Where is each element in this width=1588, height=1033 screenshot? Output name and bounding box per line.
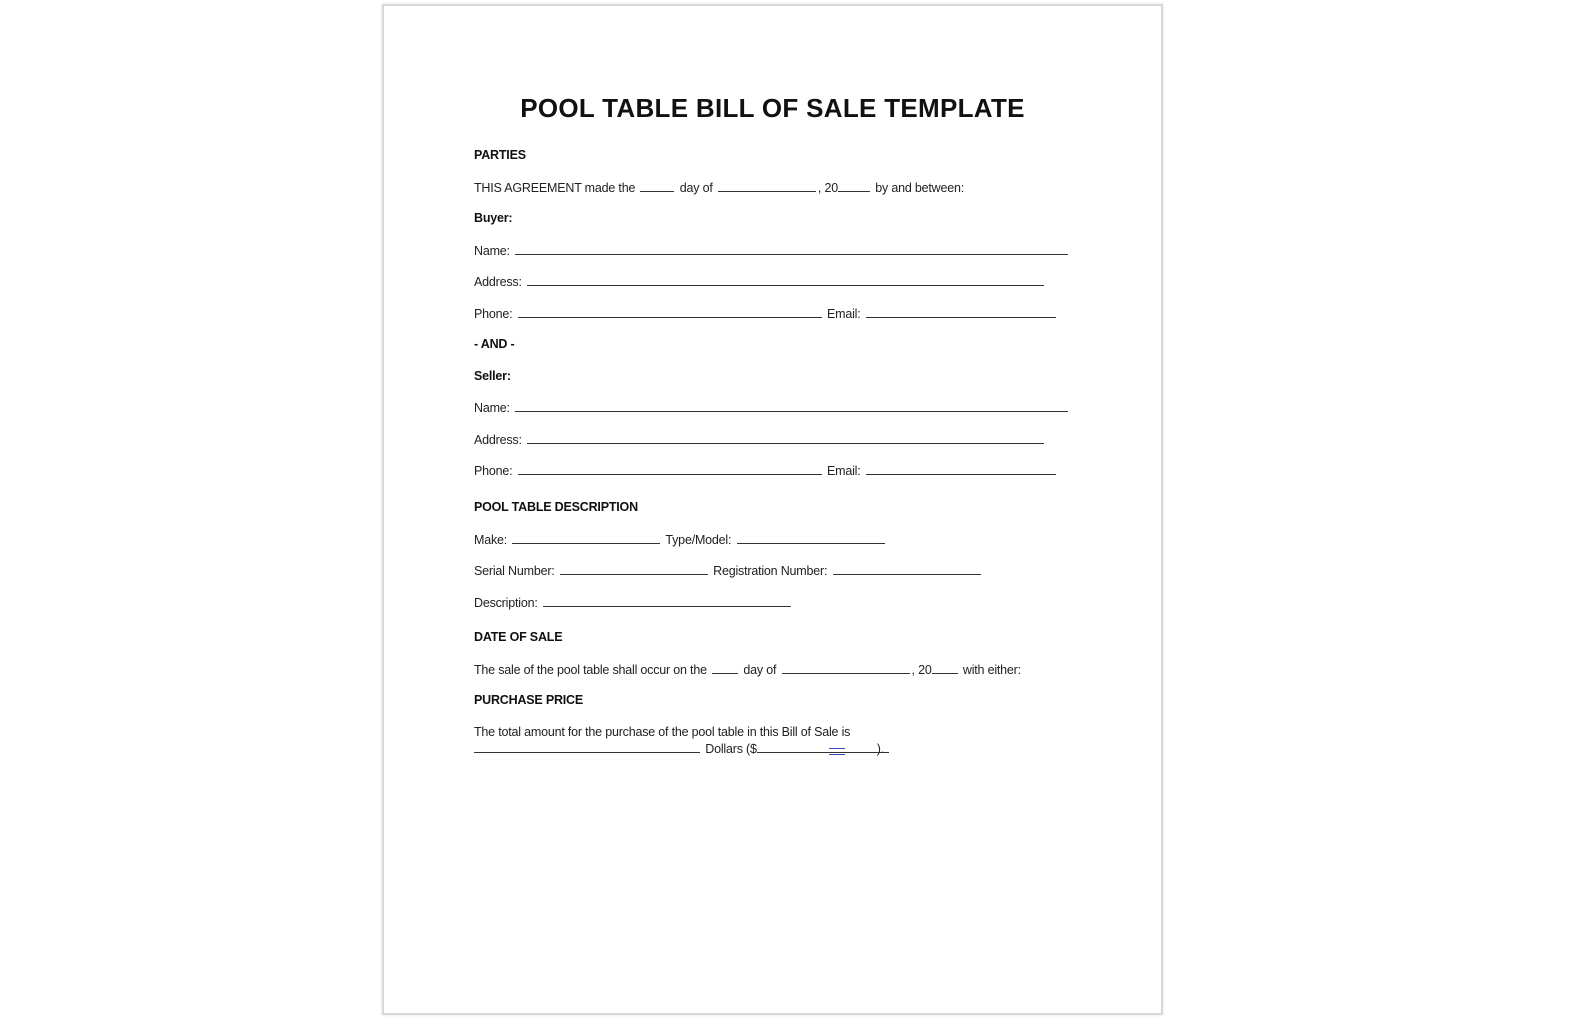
registration-field[interactable]	[833, 562, 981, 575]
buyer-address-line	[474, 273, 1046, 290]
price-heading: PURCHASE PRICE	[474, 693, 584, 707]
buyer-name-field[interactable]	[515, 242, 1068, 255]
date-month-blank[interactable]	[782, 661, 910, 674]
seller-name-field[interactable]	[515, 399, 1068, 412]
price-amount-field[interactable]	[757, 740, 889, 753]
seller-email-label: Email:	[826, 464, 861, 478]
seller-name-line	[474, 399, 1070, 416]
date-year-label: , 20	[911, 663, 932, 677]
agreement-prefix: THIS AGREEMENT made the	[474, 181, 636, 195]
agreement-year-label: , 20	[817, 181, 838, 195]
document-title: POOL TABLE BILL OF SALE TEMPLATE	[520, 93, 1025, 123]
serial-registration-line	[474, 562, 983, 579]
buyer-address-label: Address:	[474, 275, 522, 289]
date-day-of: day of	[743, 663, 777, 677]
date-day-blank[interactable]	[712, 661, 738, 674]
buyer-contact-line	[474, 305, 1058, 322]
description-line	[474, 594, 793, 611]
type-model-field[interactable]	[737, 531, 885, 544]
document-page	[382, 4, 1163, 1015]
make-model-line	[474, 531, 887, 548]
buyer-address-field[interactable]	[527, 273, 1044, 286]
seller-address-label: Address:	[474, 433, 522, 447]
serial-label: Serial Number:	[474, 564, 555, 578]
agreement-year-blank[interactable]	[838, 179, 870, 192]
price-close: ).	[876, 742, 885, 756]
and-separator: - AND -	[474, 337, 515, 351]
agreement-suffix: by and between:	[875, 181, 964, 195]
agreement-day-blank[interactable]	[640, 179, 674, 192]
seller-name-label: Name:	[474, 401, 510, 415]
seller-phone-field[interactable]	[518, 462, 822, 475]
buyer-name-line	[474, 242, 1070, 259]
seller-phone-label: Phone:	[474, 464, 513, 478]
description-label: Description:	[474, 596, 538, 610]
buyer-email-field[interactable]	[866, 305, 1056, 318]
price-line-1: The total amount for the purchase of the pool table in this Bill of Sale is	[474, 725, 851, 739]
seller-address-line	[474, 431, 1046, 448]
seller-email-field[interactable]	[866, 462, 1056, 475]
price-words-field[interactable]	[474, 740, 700, 753]
registration-label: Registration Number:	[713, 564, 828, 578]
seller-contact-line	[474, 462, 1058, 479]
agreement-line	[474, 179, 964, 196]
make-label: Make:	[474, 533, 508, 547]
date-heading: DATE OF SALE	[474, 630, 563, 644]
date-line	[474, 661, 1021, 678]
date-year-blank[interactable]	[932, 661, 958, 674]
buyer-phone-label: Phone:	[474, 307, 513, 321]
type-model-label: Type/Model:	[665, 533, 732, 547]
description-field[interactable]	[543, 594, 791, 607]
buyer-name-label: Name:	[474, 244, 510, 258]
date-prefix: The sale of the pool table shall occur on the	[474, 663, 707, 677]
date-suffix: with either:	[962, 663, 1021, 677]
serial-field[interactable]	[560, 562, 708, 575]
parties-heading: PARTIES	[474, 148, 526, 162]
price-dollars-label: Dollars ($	[705, 742, 757, 756]
seller-heading: Seller:	[474, 369, 511, 383]
agreement-month-blank[interactable]	[718, 179, 816, 192]
spellcheck-squiggle-icon	[829, 748, 845, 755]
agreement-day-of: day of	[679, 181, 713, 195]
buyer-phone-field[interactable]	[518, 305, 822, 318]
price-line-2	[474, 740, 884, 757]
seller-address-field[interactable]	[527, 431, 1044, 444]
buyer-email-label: Email:	[826, 307, 861, 321]
make-field[interactable]	[512, 531, 660, 544]
buyer-heading: Buyer:	[474, 211, 513, 225]
description-heading: POOL TABLE DESCRIPTION	[474, 500, 638, 514]
